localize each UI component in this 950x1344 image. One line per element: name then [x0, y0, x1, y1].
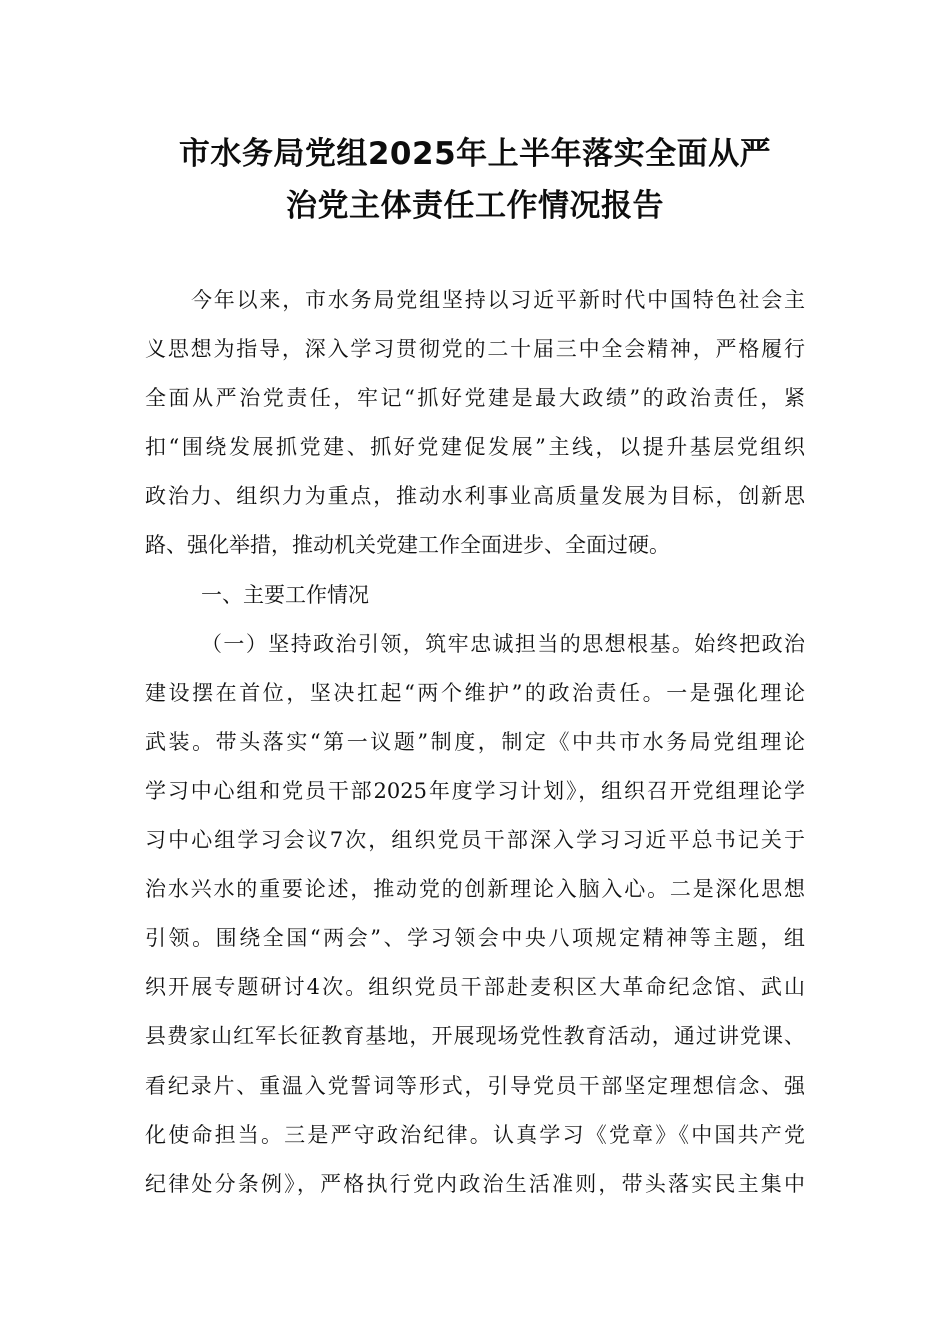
section-1-paragraph — [145, 620, 805, 1209]
paragraph-line: 织开展专题研讨4次。组织党员干部赴麦积区大革命纪念馆、武山 — [145, 975, 805, 1000]
paragraph-line: 习中心组学习会议7次，组织党员干部深入学习习近平总书记关于 — [145, 828, 805, 853]
paragraph-line: 建设摆在首位，坚决扛起“两个维护”的政治责任。一是强化理论 — [145, 680, 805, 705]
paragraph-line: 引领。围绕全国“两会”、学习领会中央八项规定精神等主题，组 — [145, 926, 805, 951]
paragraph-line: 义思想为指导，深入学习贯彻党的二十届三中全会精神，严格履行 — [145, 337, 805, 362]
paragraph-line: 路、强化举措，推动机关党建工作全面进步、全面过硬。 — [145, 533, 670, 558]
paragraph-line: 今年以来，市水务局党组坚持以习近平新时代中国特色社会主 — [191, 288, 805, 312]
document-title — [100, 128, 850, 232]
intro-paragraph — [145, 276, 805, 571]
paragraph-line: 县费家山红军长征教育基地，开展现场党性教育活动，通过讲党课、 — [145, 1024, 805, 1049]
document-body — [145, 276, 805, 1209]
paragraph-line: 学习中心组和党员干部2025年度学习计划》，组织召开党组理论学 — [145, 778, 805, 803]
paragraph-line: 看纪录片、重温入党誓词等形式，引导党员干部坚定理想信念、强 — [145, 1073, 805, 1098]
paragraph-line: 纪律处分条例》，严格执行党内政治生活准则，带头落实民主集中 — [145, 1171, 805, 1196]
title-line-2: 治党主体责任工作情况报告 — [286, 188, 664, 224]
paragraph-line: （一）坚持政治引领，筑牢忠诚担当的思想根基。始终把政治 — [201, 631, 805, 656]
paragraph-line: 化使命担当。三是严守政治纪律。认真学习《党章》《中国共产党 — [145, 1122, 805, 1147]
paragraph-line: 扣“围绕发展抓党建、抓好党建促发展”主线，以提升基层党组织 — [145, 435, 805, 460]
paragraph-line: 治水兴水的重要论述，推动党的创新理论入脑入心。二是深化思想 — [145, 877, 805, 902]
paragraph-line: 武装。带头落实“第一议题”制度，制定《中共市水务局党组理论 — [145, 729, 805, 754]
title-line-1: 市水务局党组2025年上半年落实全面从严 — [178, 136, 772, 172]
section-heading: 一、主要工作情况 — [201, 582, 369, 607]
paragraph-line: 政治力、组织力为重点，推动水利事业高质量发展为目标，创新思 — [145, 484, 805, 509]
paragraph-line: 全面从严治党责任，牢记“抓好党建是最大政绩”的政治责任，紧 — [145, 386, 805, 411]
